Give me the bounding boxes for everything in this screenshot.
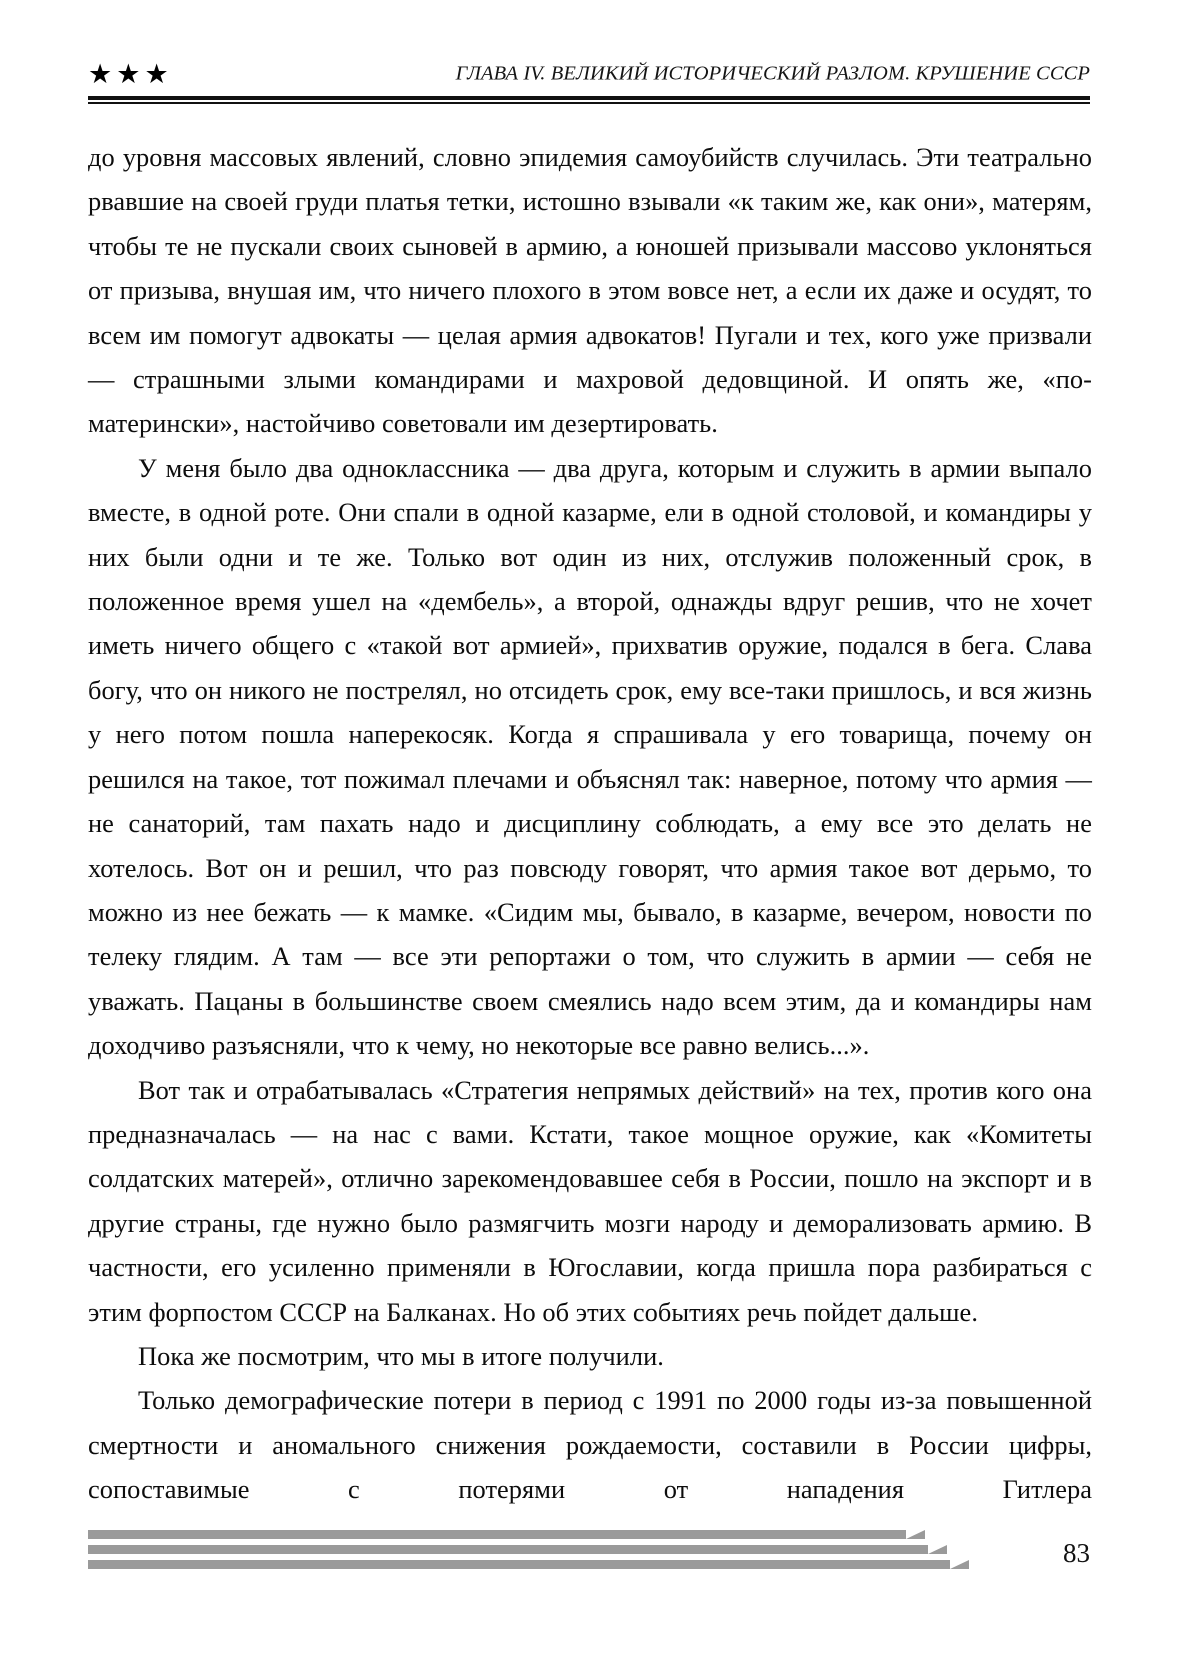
paragraph-4: Пока же посмотрим, что мы в итоге получили. [138,1340,664,1371]
body-text-column [88,135,1092,1512]
star-icon-2: ★ [116,58,141,89]
paragraph-3: Вот так и отрабатывалась «Стратегия непрямых действий» на тех, против кого она предназначалась — на нас с вами. Кстати, такое мощное оружие, как «Комитеты солдатских матерей», отлично зарекомендовавшее себя в России, пошло на экспорт и в другие страны, где нужно было размягчить мозги народу и деморализовать армию. В частности, его усиленно применяли в Югославии, когда пришла пора разбираться с этим форпостом СССР на Балканах. Но об этих событиях речь пойдет дальше. [88,1074,1092,1327]
footer-bar-1 [88,1530,906,1539]
page-number: 83 [1063,1538,1090,1568]
paragraph-5: Только демографические потери в период с 1991 по 2000 годы из-за повышенной смертности и аномального снижения рождаемости, составили в России цифры, сопоставимые с потерями от нападения Гитлера [88,1385,1092,1505]
paragraph-2: У меня было два одноклассника — два друга, которым и служить в армии выпало вместе, в одной роте. Они спали в одной казарме, ели в одной столовой, и командиры у них были одни и те же. Только вот один из них, отслужив положенный срок, в положенное время ушел на «дембель», а второй, однажды вдруг решив, что не хочет иметь ничего общего с «такой вот армией», прихватив оружие, подался в бега. Слава богу, что он никого не пострелял, но отсидеть срок, ему все-таки пришлось, и вся жизнь у него потом пошла наперекосяк. Когда я спрашивала у его товарища, почему он решился на такое, тот пожимал плечами и объяснял так: наверное, потому что армия — не санаторий, там пахать надо и дисциплину соблюдать, а ему все это делать не хотелось. Вот он и решил, что раз повсюду говорят, что армия такое вот дерьмо, то можно из нее бежать — к мамке. «Сидим мы, бывало, в казарме, вечером, новости по телеку глядим. А там — все эти репортажи о том, что служить в армии — себя не уважать. Пацаны в большинстве своем смеялись надо всем этим, да и командиры нам доходчиво разъясняли, что к чему, но некоторые все равно велись...». [88,452,1092,1061]
footer-bars-ornament [88,1530,968,1575]
paragraph-1: до уровня массовых явлений, словно эпидемия самоубийств случилась. Эти театрально рвавшие на своей груди платья тетки, истошно взывали «к таким же, как они», матерям, чтобы те не пускали своих сыновей в армию, а юношей призывали массово уклоняться от призыва, внушая им, что ничего плохого в этом вовсе нет, а если их даже и осудят, то всем им помогут адвокаты — целая армия адвокатов! Пугали и тех, кого уже призвали — страшными злыми командирами и махровой дедовщиной. И опять же, «по-матерински», настойчиво советовали им дезертировать. [88,142,1092,439]
star-icon-3: ★ [144,58,169,89]
page-footer [88,1530,1090,1610]
header-double-rule [88,96,1090,104]
three-stars-ornament-icon [88,58,169,89]
star-icon-1: ★ [88,58,113,89]
footer-bar-3 [88,1560,950,1569]
footer-bar-2 [88,1545,928,1554]
running-head-chapter-title: ГЛАВА IV. ВЕЛИКИЙ ИСТОРИЧЕСКИЙ РАЗЛОМ. КРУШЕНИЕ СССР [455,62,1090,85]
running-head [88,52,1090,96]
header-rule-thin [88,102,1090,104]
